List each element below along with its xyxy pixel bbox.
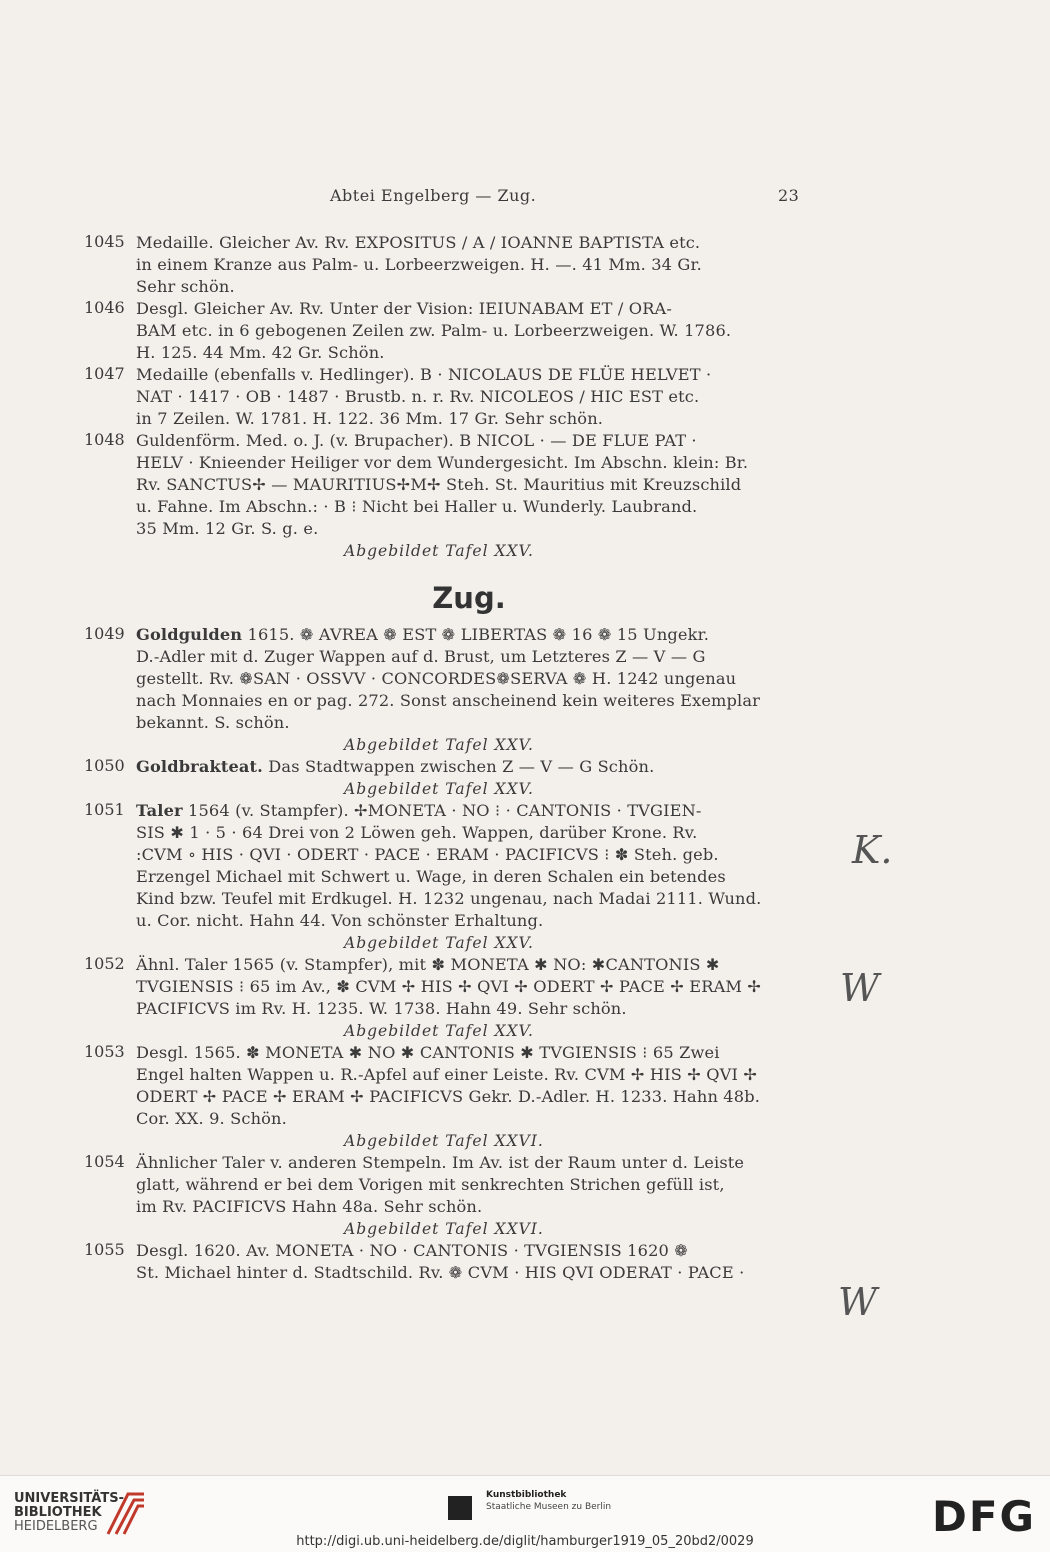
catalog-entry xyxy=(84,298,814,364)
entry-line: St. Michael hinter d. Stadtschild. Rv. ❁ CVM · HIS QVI ODERAT · PACE · xyxy=(136,1263,745,1282)
entry-text xyxy=(136,1240,814,1284)
catalog-entry xyxy=(84,624,814,734)
entry-text xyxy=(136,800,814,932)
entry-line: H. 125. 44 Mm. 42 Gr. Schön. xyxy=(136,343,385,362)
plate-caption: Abgebildet Tafel XXV. xyxy=(344,1022,534,1040)
entry-line: glatt, während er bei dem Vorigen mit senkrechten Strichen gefüll ist, xyxy=(136,1175,725,1194)
entry-line: ODERT ✢ PACE ✢ ERAM ✢ PACIFICVS Gekr. D.-Adler. H. 1233. Hahn 48b. xyxy=(136,1087,761,1106)
uni-logo-line2: BIBLIOTHEK xyxy=(14,1505,102,1520)
margin-note-w-2: W xyxy=(838,1280,878,1324)
entry-line: bekannt. S. schön. xyxy=(136,713,290,732)
catalog-entry xyxy=(84,954,814,1020)
entry-line: u. Fahne. Im Abschn.: · B ⁝ Nicht bei Haller u. Wunderly. Laubrand. xyxy=(136,497,698,516)
catalog-entry xyxy=(84,1042,814,1130)
entry-number: 1055 xyxy=(84,1240,125,1259)
dfg-logo[interactable]: DFG xyxy=(932,1492,1037,1541)
header-title: Abtei Engelberg — Zug. xyxy=(330,186,537,205)
entry-line: Cor. XX. 9. Schön. xyxy=(136,1109,287,1128)
catalog-entries xyxy=(84,232,814,1284)
entry-number: 1049 xyxy=(84,624,125,643)
entry-line: Ähnlicher Taler v. anderen Stempeln. Im Av. ist der Raum unter d. Leiste xyxy=(136,1153,745,1172)
entry-line: in einem Kranze aus Palm- u. Lorbeerzweigen. H. —. 41 Mm. 34 Gr. xyxy=(136,255,702,274)
entry-line: 1564 (v. Stampfer). ✢MONETA · NO ⁝ · CANTONIS · TVGIEN- xyxy=(182,801,702,820)
entry-line: Ähnl. Taler 1565 (v. Stampfer), mit ✽ MONETA ✱ NO: ✱CANTONIS ✱ xyxy=(136,955,720,974)
catalog-entry xyxy=(84,1240,814,1284)
entries-engelberg xyxy=(84,232,814,562)
plate-caption: Abgebildet Tafel XXVI. xyxy=(344,1132,544,1150)
entries-zug xyxy=(84,624,814,1284)
catalog-entry xyxy=(84,364,814,430)
entry-line: nach Monnaies en or pag. 272. Sonst anscheinend kein weiteres Exemplar xyxy=(136,691,761,710)
entry-line: Engel halten Wappen u. R.-Apfel auf einer Leiste. Rv. CVM ✢ HIS ✢ QVI ✢ xyxy=(136,1065,758,1084)
entry-number: 1051 xyxy=(84,800,125,819)
plate-caption: Abgebildet Tafel XXV. xyxy=(344,736,534,754)
entry-line: SIS ✱ 1 · 5 · 64 Drei von 2 Löwen geh. Wappen, darüber Krone. Rv. xyxy=(136,823,698,842)
kb-subtitle: Staatliche Museen zu Berlin xyxy=(486,1502,612,1512)
plate-caption: Abgebildet Tafel XXV. xyxy=(344,780,534,798)
source-url-link[interactable]: http://digi.ub.uni-heidelberg.de/diglit/hamburger1919_05_20bd2/0029 xyxy=(296,1534,754,1549)
entry-number: 1050 xyxy=(84,756,125,775)
entry-line: Kind bzw. Teufel mit Erdkugel. H. 1232 ungenau, nach Madai 2111. Wund. xyxy=(136,889,762,908)
entry-keyword: Goldgulden xyxy=(136,625,243,644)
margin-note-w-1: W xyxy=(840,966,880,1010)
entry-line: u. Cor. nicht. Hahn 44. Von schönster Erhaltung. xyxy=(136,911,544,930)
entry-line: :CVM ∘ HIS · QVI · ODERT · PACE · ERAM · PACIFICVS ⁝ ✽ Steh. geb. xyxy=(136,845,719,864)
entry-keyword: Taler xyxy=(136,801,183,820)
plate-caption: Abgebildet Tafel XXV. xyxy=(344,934,534,952)
entry-line: BAM etc. in 6 gebogenen Zeilen zw. Palm- u. Lorbeerzweigen. W. 1786. xyxy=(136,321,732,340)
entry-line: Desgl. Gleicher Av. Rv. Unter der Vision: IEIUNABAM ET / ORA- xyxy=(136,299,672,318)
entry-line: Desgl. 1620. Av. MONETA · NO · CANTONIS · TVGIENSIS 1620 ❁ xyxy=(136,1241,688,1260)
entry-number: 1046 xyxy=(84,298,125,317)
uni-logo-line1: UNIVERSITÄTS- xyxy=(14,1491,124,1506)
entry-text xyxy=(136,430,814,540)
entry-line: Sehr schön. xyxy=(136,277,235,296)
margin-note-k: K. xyxy=(852,828,893,872)
catalog-entry xyxy=(84,232,814,298)
uni-heidelberg-mark-icon xyxy=(104,1488,148,1538)
kunstbibliothek-square-icon xyxy=(448,1496,472,1520)
entry-line: im Rv. PACIFICVS Hahn 48a. Sehr schön. xyxy=(136,1197,483,1216)
catalog-entry xyxy=(84,430,814,540)
catalog-entry xyxy=(84,1152,814,1218)
entry-text xyxy=(136,298,814,364)
entry-line: 35 Mm. 12 Gr. S. g. e. xyxy=(136,519,319,538)
entry-text xyxy=(136,624,814,734)
entry-number: 1048 xyxy=(84,430,125,449)
uni-logo-line3: HEIDELBERG xyxy=(14,1519,98,1534)
entry-text xyxy=(136,1042,814,1130)
entry-line: Erzengel Michael mit Schwert u. Wage, in deren Schalen ein betendes xyxy=(136,867,726,886)
entry-text xyxy=(136,954,814,1020)
entry-number: 1045 xyxy=(84,232,125,251)
entry-text xyxy=(136,232,814,298)
entry-line: NAT · 1417 · OB · 1487 · Brustb. n. r. Rv. NICOLEOS / HIC EST etc. xyxy=(136,387,700,406)
entry-line: in 7 Zeilen. W. 1781. H. 122. 36 Mm. 17 Gr. Sehr schön. xyxy=(136,409,604,428)
entry-number: 1052 xyxy=(84,954,125,973)
entry-line: Das Stadtwappen zwischen Z — V — G Schön. xyxy=(262,757,655,776)
entry-line: Medaille (ebenfalls v. Hedlinger). B · NICOLAUS DE FLÜE HELVET · xyxy=(136,365,712,384)
entry-text xyxy=(136,1152,814,1218)
footer-bar xyxy=(0,1475,1050,1552)
plate-caption: Abgebildet Tafel XXVI. xyxy=(344,1220,544,1238)
entry-line: PACIFICVS im Rv. H. 1235. W. 1738. Hahn 49. Sehr schön. xyxy=(136,999,627,1018)
entry-line: 1615. ❁ AVREA ❁ EST ❁ LIBERTAS ❁ 16 ❁ 15 Ungekr. xyxy=(242,625,710,644)
entry-text xyxy=(136,364,814,430)
section-title-zug: Zug. xyxy=(432,581,506,615)
page-number: 23 xyxy=(778,186,800,205)
running-header xyxy=(0,186,1050,210)
entry-number: 1047 xyxy=(84,364,125,383)
entry-line: gestellt. Rv. ❁SAN · OSSVV · CONCORDES❁SERVA ❁ H. 1242 ungenau xyxy=(136,669,737,688)
entry-line: Desgl. 1565. ✽ MONETA ✱ NO ✱ CANTONIS ✱ TVGIENSIS ⁝ 65 Zwei xyxy=(136,1043,720,1062)
entry-line: Medaille. Gleicher Av. Rv. EXPOSITUS / A / IOANNE BAPTISTA etc. xyxy=(136,233,701,252)
entry-line: HELV · Knieender Heiliger vor dem Wundergesicht. Im Abschn. klein: Br. xyxy=(136,453,749,472)
catalog-entry xyxy=(84,756,814,778)
entry-keyword: Goldbrakteat. xyxy=(136,757,263,776)
catalog-entry xyxy=(84,800,814,932)
plate-caption: Abgebildet Tafel XXV. xyxy=(344,542,534,560)
entry-number: 1053 xyxy=(84,1042,125,1061)
entry-text xyxy=(136,756,814,778)
entry-line: D.-Adler mit d. Zuger Wappen auf d. Brust, um Letzteres Z — V — G xyxy=(136,647,706,666)
entry-line: TVGIENSIS ⁝ 65 im Av., ✽ CVM ✢ HIS ✢ QVI ✢ ODERT ✢ PACE ✢ ERAM ✢ xyxy=(136,977,762,996)
entry-line: Rv. SANCTUS✢ — MAURITIUS✢M✢ Steh. St. Mauritius mit Kreuzschild xyxy=(136,475,742,494)
entry-number: 1054 xyxy=(84,1152,125,1171)
entry-line: Guldenförm. Med. o. J. (v. Brupacher). B NICOL · — DE FLUE PAT · xyxy=(136,431,697,450)
kb-title: Kunstbibliothek xyxy=(486,1490,567,1500)
